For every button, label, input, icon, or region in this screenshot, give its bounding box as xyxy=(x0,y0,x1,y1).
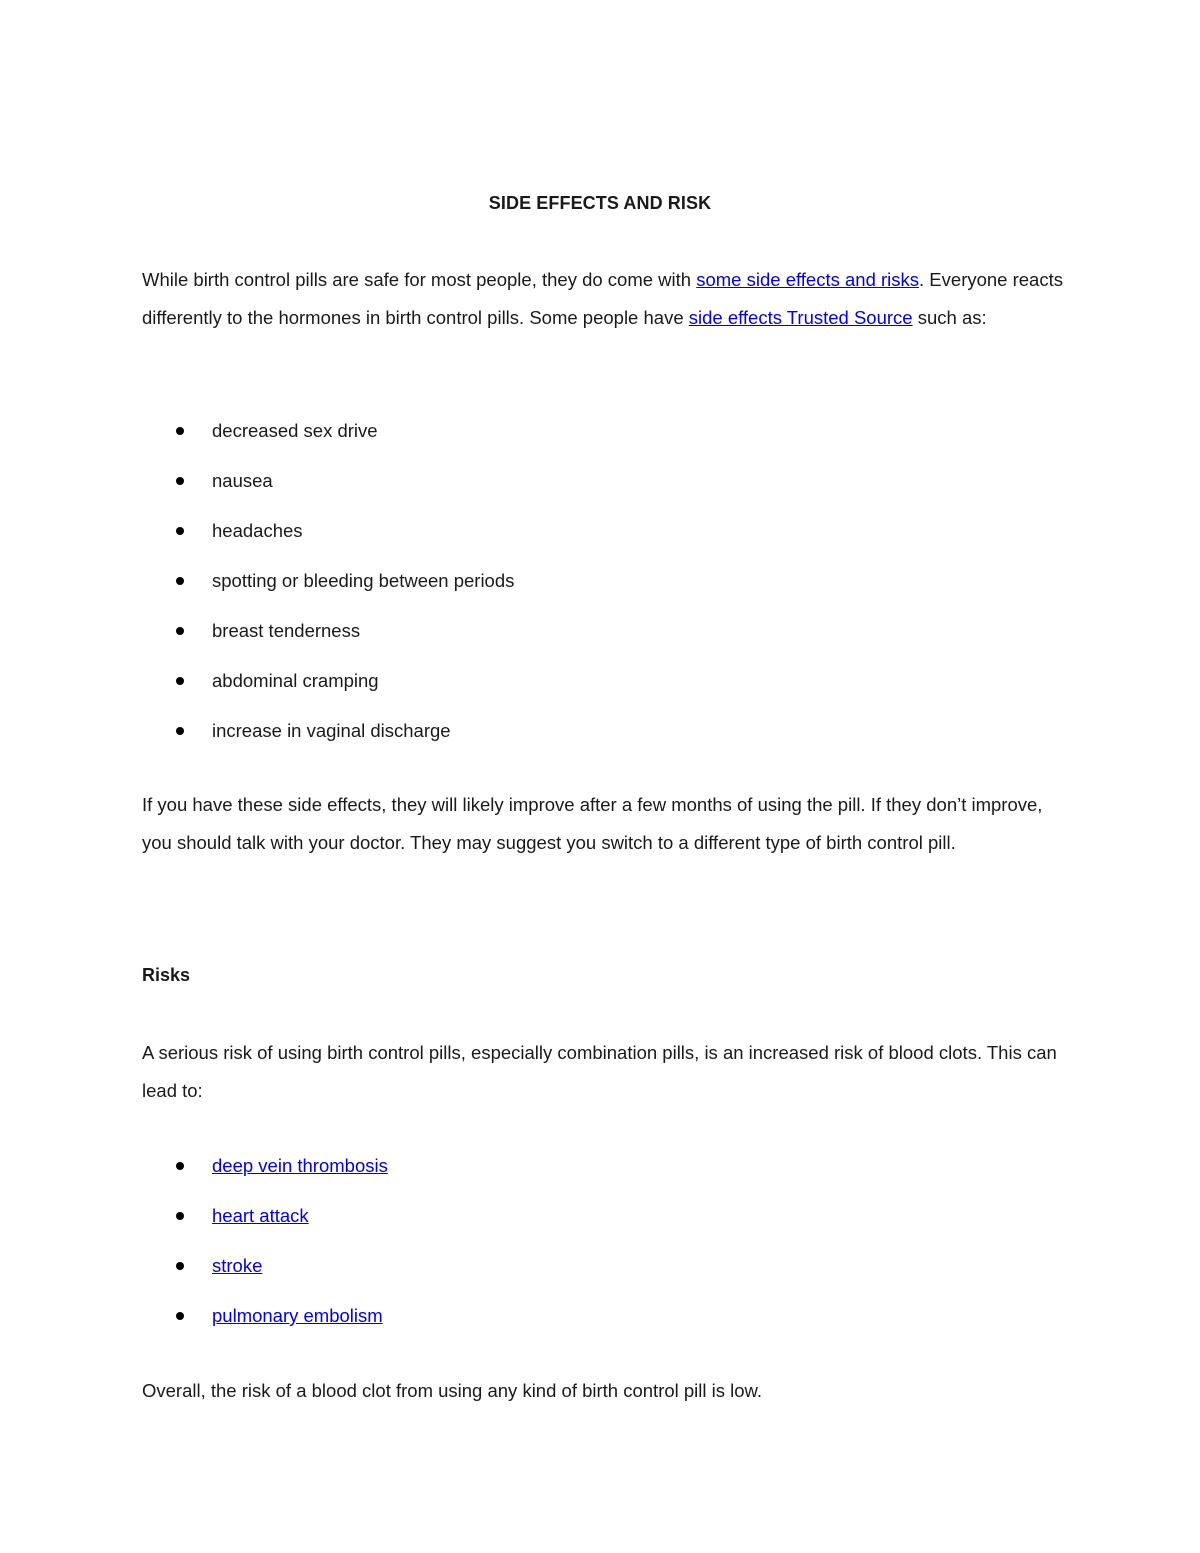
list-item xyxy=(142,1204,1042,1254)
bullet-icon xyxy=(176,677,184,685)
bullet-icon xyxy=(176,1212,184,1220)
list-item-text: abdominal cramping xyxy=(212,670,379,691)
list-item xyxy=(142,569,1042,619)
list-item xyxy=(142,719,1042,769)
document-title: SIDE EFFECTS AND RISK xyxy=(488,193,712,213)
bullet-icon xyxy=(176,427,184,435)
list-item-text: spotting or bleeding between periods xyxy=(212,570,515,591)
link-side-effects-and-risks[interactable]: some side effects and risks xyxy=(696,269,920,290)
conclusion-paragraph: Overall, the risk of a blood clot from using any kind of birth control pill is low. xyxy=(142,1380,763,1401)
link-trusted-source[interactable]: side effects Trusted Source xyxy=(688,307,913,328)
list-item-text: nausea xyxy=(212,470,273,491)
bullet-icon xyxy=(176,1262,184,1270)
link-deep-vein-thrombosis[interactable]: deep vein thrombosis xyxy=(212,1155,388,1176)
list-item xyxy=(142,619,1042,669)
list-item-text: headaches xyxy=(212,520,303,541)
bullet-icon xyxy=(176,1312,184,1320)
bullet-icon xyxy=(176,1162,184,1170)
list-item xyxy=(142,1254,1042,1304)
risks-paragraph: A serious risk of using birth control pills, especially combination pills, is an increased risk of blood clots. This can lead to: xyxy=(142,1042,1057,1101)
intro-paragraph xyxy=(142,261,1067,337)
link-pulmonary-embolism[interactable]: pulmonary embolism xyxy=(212,1305,383,1326)
list-item xyxy=(142,519,1042,569)
link-stroke[interactable]: stroke xyxy=(212,1255,263,1276)
bullet-icon xyxy=(176,577,184,585)
risks-list xyxy=(142,1154,1042,1354)
list-item xyxy=(142,1304,1042,1354)
list-item-text: breast tenderness xyxy=(212,620,361,641)
intro-text-3: such as: xyxy=(912,307,987,328)
improve-paragraph: If you have these side effects, they will likely improve after a few months of using the pill. If they don’t improve, you should talk with your doctor. They may suggest you switch to a different type of birth control pill. xyxy=(142,794,1043,853)
risks-heading: Risks xyxy=(142,965,191,985)
intro-text-1: While birth control pills are safe for most people, they do come with xyxy=(142,269,697,290)
side-effects-list xyxy=(142,419,1042,769)
list-item xyxy=(142,419,1042,469)
list-item xyxy=(142,669,1042,719)
link-heart-attack[interactable]: heart attack xyxy=(212,1205,309,1226)
list-item-text: decreased sex drive xyxy=(212,420,378,441)
list-item xyxy=(142,469,1042,519)
intro-text-2: . Everyone reacts differently to the hormones in birth control pills. Some people have xyxy=(142,269,1063,328)
list-item-text: increase in vaginal discharge xyxy=(212,720,451,741)
bullet-icon xyxy=(176,627,184,635)
bullet-icon xyxy=(176,727,184,735)
list-item xyxy=(142,1154,1042,1204)
bullet-icon xyxy=(176,527,184,535)
bullet-icon xyxy=(176,477,184,485)
